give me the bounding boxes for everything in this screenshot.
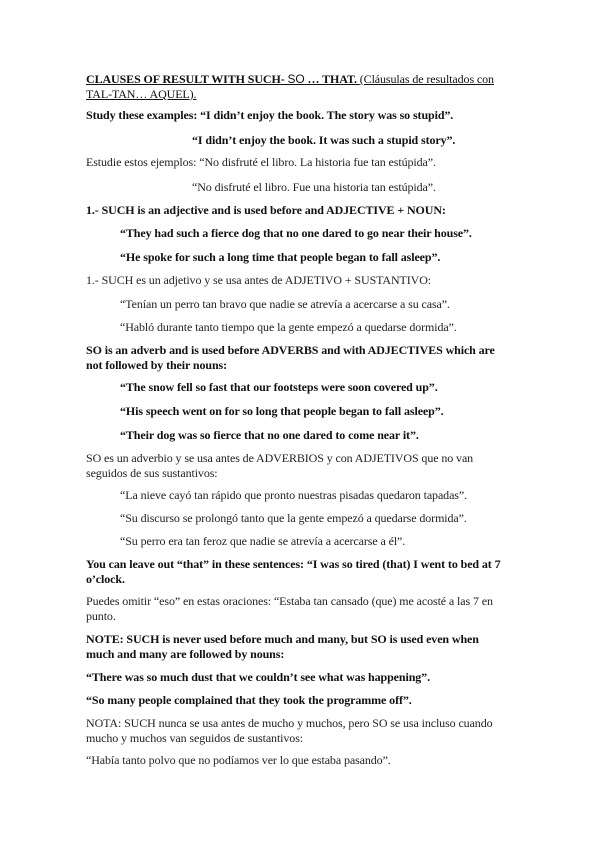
section3-line2: o’clock. bbox=[86, 572, 125, 586]
section4-example: “There was so much dust that we couldn’t see what was happening”. bbox=[86, 670, 430, 684]
intro-en-label: Study these examples: “I didn’t enjoy the book. The story was so stupid”. bbox=[86, 108, 454, 122]
section2-heading-line2: not followed by their nouns: bbox=[86, 358, 228, 372]
section2-example-es: “Su perro era tan feroz que nadie se atrevía a acercarse a él”. bbox=[120, 534, 406, 548]
section1-example: “He spoke for such a long time that people began to fall asleep”. bbox=[120, 250, 441, 264]
section1-example-es: “Tenían un perro tan bravo que nadie se atrevía a acercarse a su casa”. bbox=[120, 297, 450, 311]
intro-es-example2: “No disfruté el libro. Fue una historia tan estúpida”. bbox=[192, 180, 436, 194]
section4-nota-line2: mucho y muchos van seguidos de sustantivos: bbox=[86, 731, 304, 745]
title-part4: (Cláusulas de resultados con bbox=[359, 72, 494, 86]
section4-note-line2: much and many are followed by nouns: bbox=[86, 647, 285, 661]
title-part3: … THAT. bbox=[304, 72, 360, 86]
section4-example: “So many people complained that they took the programme off”. bbox=[86, 693, 412, 707]
section1-heading-es: 1.- SUCH es un adjetivo y se usa antes de ADJETIVO + SUSTANTIVO: bbox=[86, 273, 432, 287]
title-line2: TAL-TAN… AQUEL). bbox=[86, 87, 197, 101]
section1-example: “They had such a fierce dog that no one dared to go near their house”. bbox=[120, 226, 472, 240]
intro-es-label: Estudie estos ejemplos: “No disfruté el libro. La historia fue tan estúpida”. bbox=[86, 155, 436, 169]
title-part1: CLAUSES OF RESULT WITH SUCH- bbox=[86, 72, 288, 86]
title-part2: SO bbox=[287, 72, 305, 86]
section2-example-es: “Su discurso se prolongó tanto que la gente empezó a quedarse dormida”. bbox=[120, 511, 467, 525]
section2-example: “The snow fell so fast that our footsteps were soon covered up”. bbox=[120, 380, 438, 394]
section3-es-line1: Puedes omitir “eso” en estas oraciones: “Estaba tan cansado (que) me acosté a las 7 en bbox=[86, 594, 493, 608]
section2-example-es: “La nieve cayó tan rápido que pronto nuestras pisadas quedaron tapadas”. bbox=[120, 488, 467, 502]
section3-es-line2: punto. bbox=[86, 609, 116, 623]
section2-heading-es-line1: SO es un adverbio y se usa antes de ADVERBIOS y con ADJETIVOS que no van bbox=[86, 451, 474, 465]
section2-example: “Their dog was so fierce that no one dared to come near it”. bbox=[120, 428, 419, 442]
section4-example-es: “Había tanto polvo que no podíamos ver lo que estaba pasando”. bbox=[86, 753, 391, 767]
section3-line1: You can leave out “that” in these sentences: “I was so tired (that) I went to bed at 7 bbox=[86, 557, 501, 571]
document-title bbox=[86, 72, 494, 86]
section4-note-line1: NOTE: SUCH is never used before much and many, but SO is used even when bbox=[86, 632, 479, 646]
section2-heading-es-line2: seguidos de sus sustantivos: bbox=[86, 466, 218, 480]
section1-example-es: “Habló durante tanto tiempo que la gente empezó a quedarse dormida”. bbox=[120, 320, 457, 334]
intro-en-example2: “I didn’t enjoy the book. It was such a stupid story”. bbox=[192, 133, 456, 147]
section1-heading: 1.- SUCH is an adjective and is used before and ADJECTIVE + NOUN: bbox=[86, 203, 446, 217]
section4-nota-line1: NOTA: SUCH nunca se usa antes de mucho y muchos, pero SO se usa incluso cuando bbox=[86, 716, 493, 730]
section2-heading-line1: SO is an adverb and is used before ADVERBS and with ADJECTIVES which are bbox=[86, 343, 495, 357]
section2-example: “His speech went on for so long that people began to fall asleep”. bbox=[120, 404, 444, 418]
